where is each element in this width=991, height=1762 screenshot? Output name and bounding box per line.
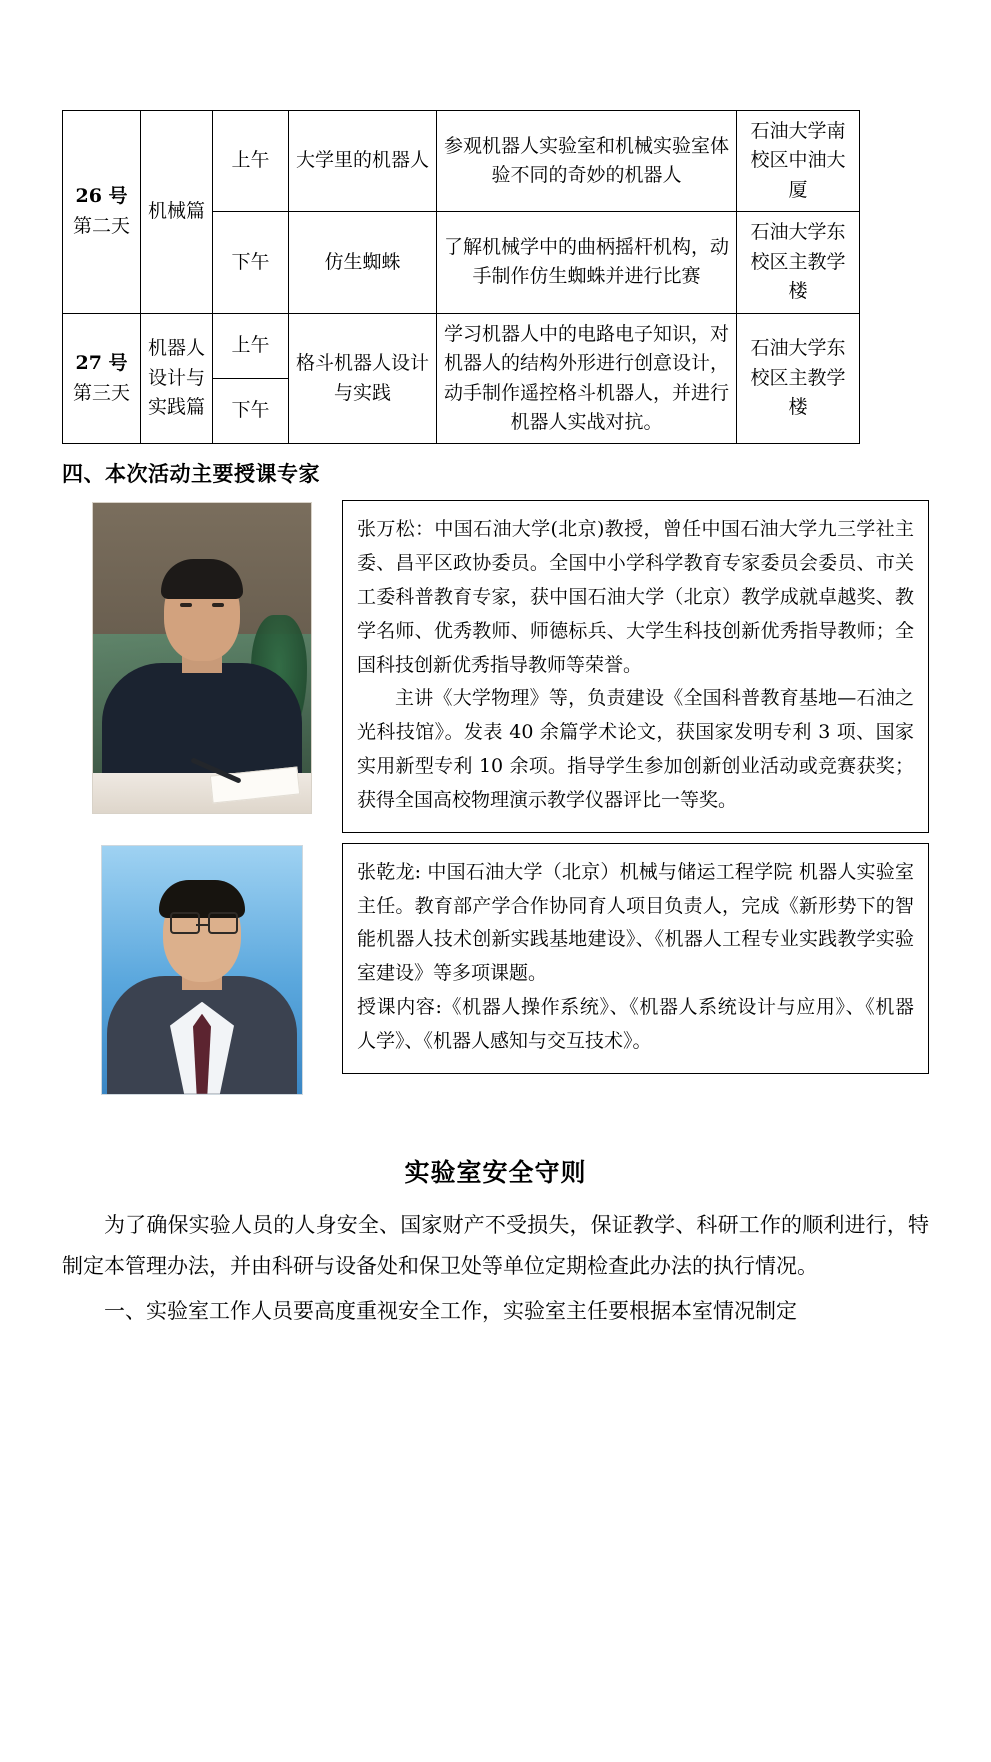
experts-section-heading: 四、本次活动主要授课专家 <box>62 462 320 487</box>
cell-day-26 <box>63 111 141 314</box>
expert-entry-2 <box>62 843 929 1095</box>
day-number: 26 号 <box>75 185 128 208</box>
cell-topic-26-pm: 仿生蜘蛛 <box>289 212 437 313</box>
cell-topic-27: 格斗机器人设计与实践 <box>289 313 437 444</box>
expert-portrait-photo-2 <box>101 845 303 1095</box>
cell-half-27-pm: 下午 <box>213 379 289 444</box>
safety-rules-title: 实验室安全守则 <box>404 1157 587 1187</box>
cell-half-26-pm: 下午 <box>213 212 289 313</box>
expert-bio-paragraph: 张万松：中国石油大学(北京)教授，曾任中国石油大学九三学社主委、昌平区政协委员。全国中小学科学教育专家委员会委员、市关工委科普教育专家，获中国石油大学（北京）教学成就卓越奖、教学名师、优秀教师、师德标兵、大学生科技创新优秀指导教师；全国科技创新优秀指导教师等荣誉。 <box>357 518 914 676</box>
expert-bio-paragraph: 授课内容:《机器人操作系统》、《机器人系统设计与应用》、《机器人学》、《机器人感知与交互技术》。 <box>357 995 914 1052</box>
cell-theme-26: 机械篇 <box>141 111 213 314</box>
day-ordinal: 第二天 <box>72 214 130 237</box>
cell-detail-27: 学习机器人中的电路电子知识，对机器人的结构外形进行创意设计，动手制作遥控格斗机器人，并进行机器人实战对抗。 <box>437 313 737 444</box>
safety-rules-paragraph: 一、实验室工作人员要高度重视安全工作，实验室主任要根据本室情况制定 <box>104 1298 797 1323</box>
expert-portrait-photo-1 <box>92 502 312 814</box>
safety-rules-paragraph: 为了确保实验人员的人身安全、国家财产不受损失，保证教学、科研工作的顺利进行，特制定本管理办法，并由科研与设备处和保卫处等单位定期检查此办法的执行情况。 <box>62 1212 929 1278</box>
cell-day-27 <box>63 313 141 444</box>
expert-bio-paragraph: 主讲《大学物理》等，负责建设《全国科普教育基地—石油之光科技馆》。发表 40 余篇学术论文，获国家发明专利 3 项、国家实用新型专利 10 余项。指导学生参加创新创业活动或竞赛获奖；获得全国高校物理演示教学仪器评比一等奖。 <box>357 687 914 811</box>
table-row <box>63 111 860 212</box>
cell-topic-26-am: 大学里的机器人 <box>289 111 437 212</box>
cell-place-27: 石油大学东校区主教学楼 <box>737 313 860 444</box>
day-ordinal: 第三天 <box>72 381 130 404</box>
cell-half-27-am: 上午 <box>213 313 289 378</box>
expert-bio-box-2 <box>342 843 929 1074</box>
cell-detail-26-am: 参观机器人实验室和机械实验室体验不同的奇妙的机器人 <box>437 111 737 212</box>
cell-place-26-am: 石油大学南校区中油大厦 <box>737 111 860 212</box>
expert-photo-container-1 <box>62 500 342 814</box>
cell-place-26-pm: 石油大学东校区主教学楼 <box>737 212 860 313</box>
day-number: 27 号 <box>75 352 128 375</box>
expert-bio-box-1 <box>342 500 929 832</box>
expert-bio-paragraph: 张乾龙: 中国石油大学（北京）机械与储运工程学院 机器人实验室主任。教育部产学合作协同育人项目负责人，完成《新形势下的智能机器人技术创新实践基地建设》、《机器人工程专业实践教学实验室建设》等多项课题。 <box>357 860 914 985</box>
cell-theme-27: 机器人设计与实践篇 <box>141 313 213 444</box>
cell-half-26-am: 上午 <box>213 111 289 212</box>
schedule-table <box>62 110 860 444</box>
expert-entry-1 <box>62 500 929 832</box>
expert-photo-container-2 <box>62 843 342 1095</box>
table-row <box>63 313 860 378</box>
cell-detail-26-pm: 了解机械学中的曲柄摇杆机构，动手制作仿生蜘蛛并进行比赛 <box>437 212 737 313</box>
